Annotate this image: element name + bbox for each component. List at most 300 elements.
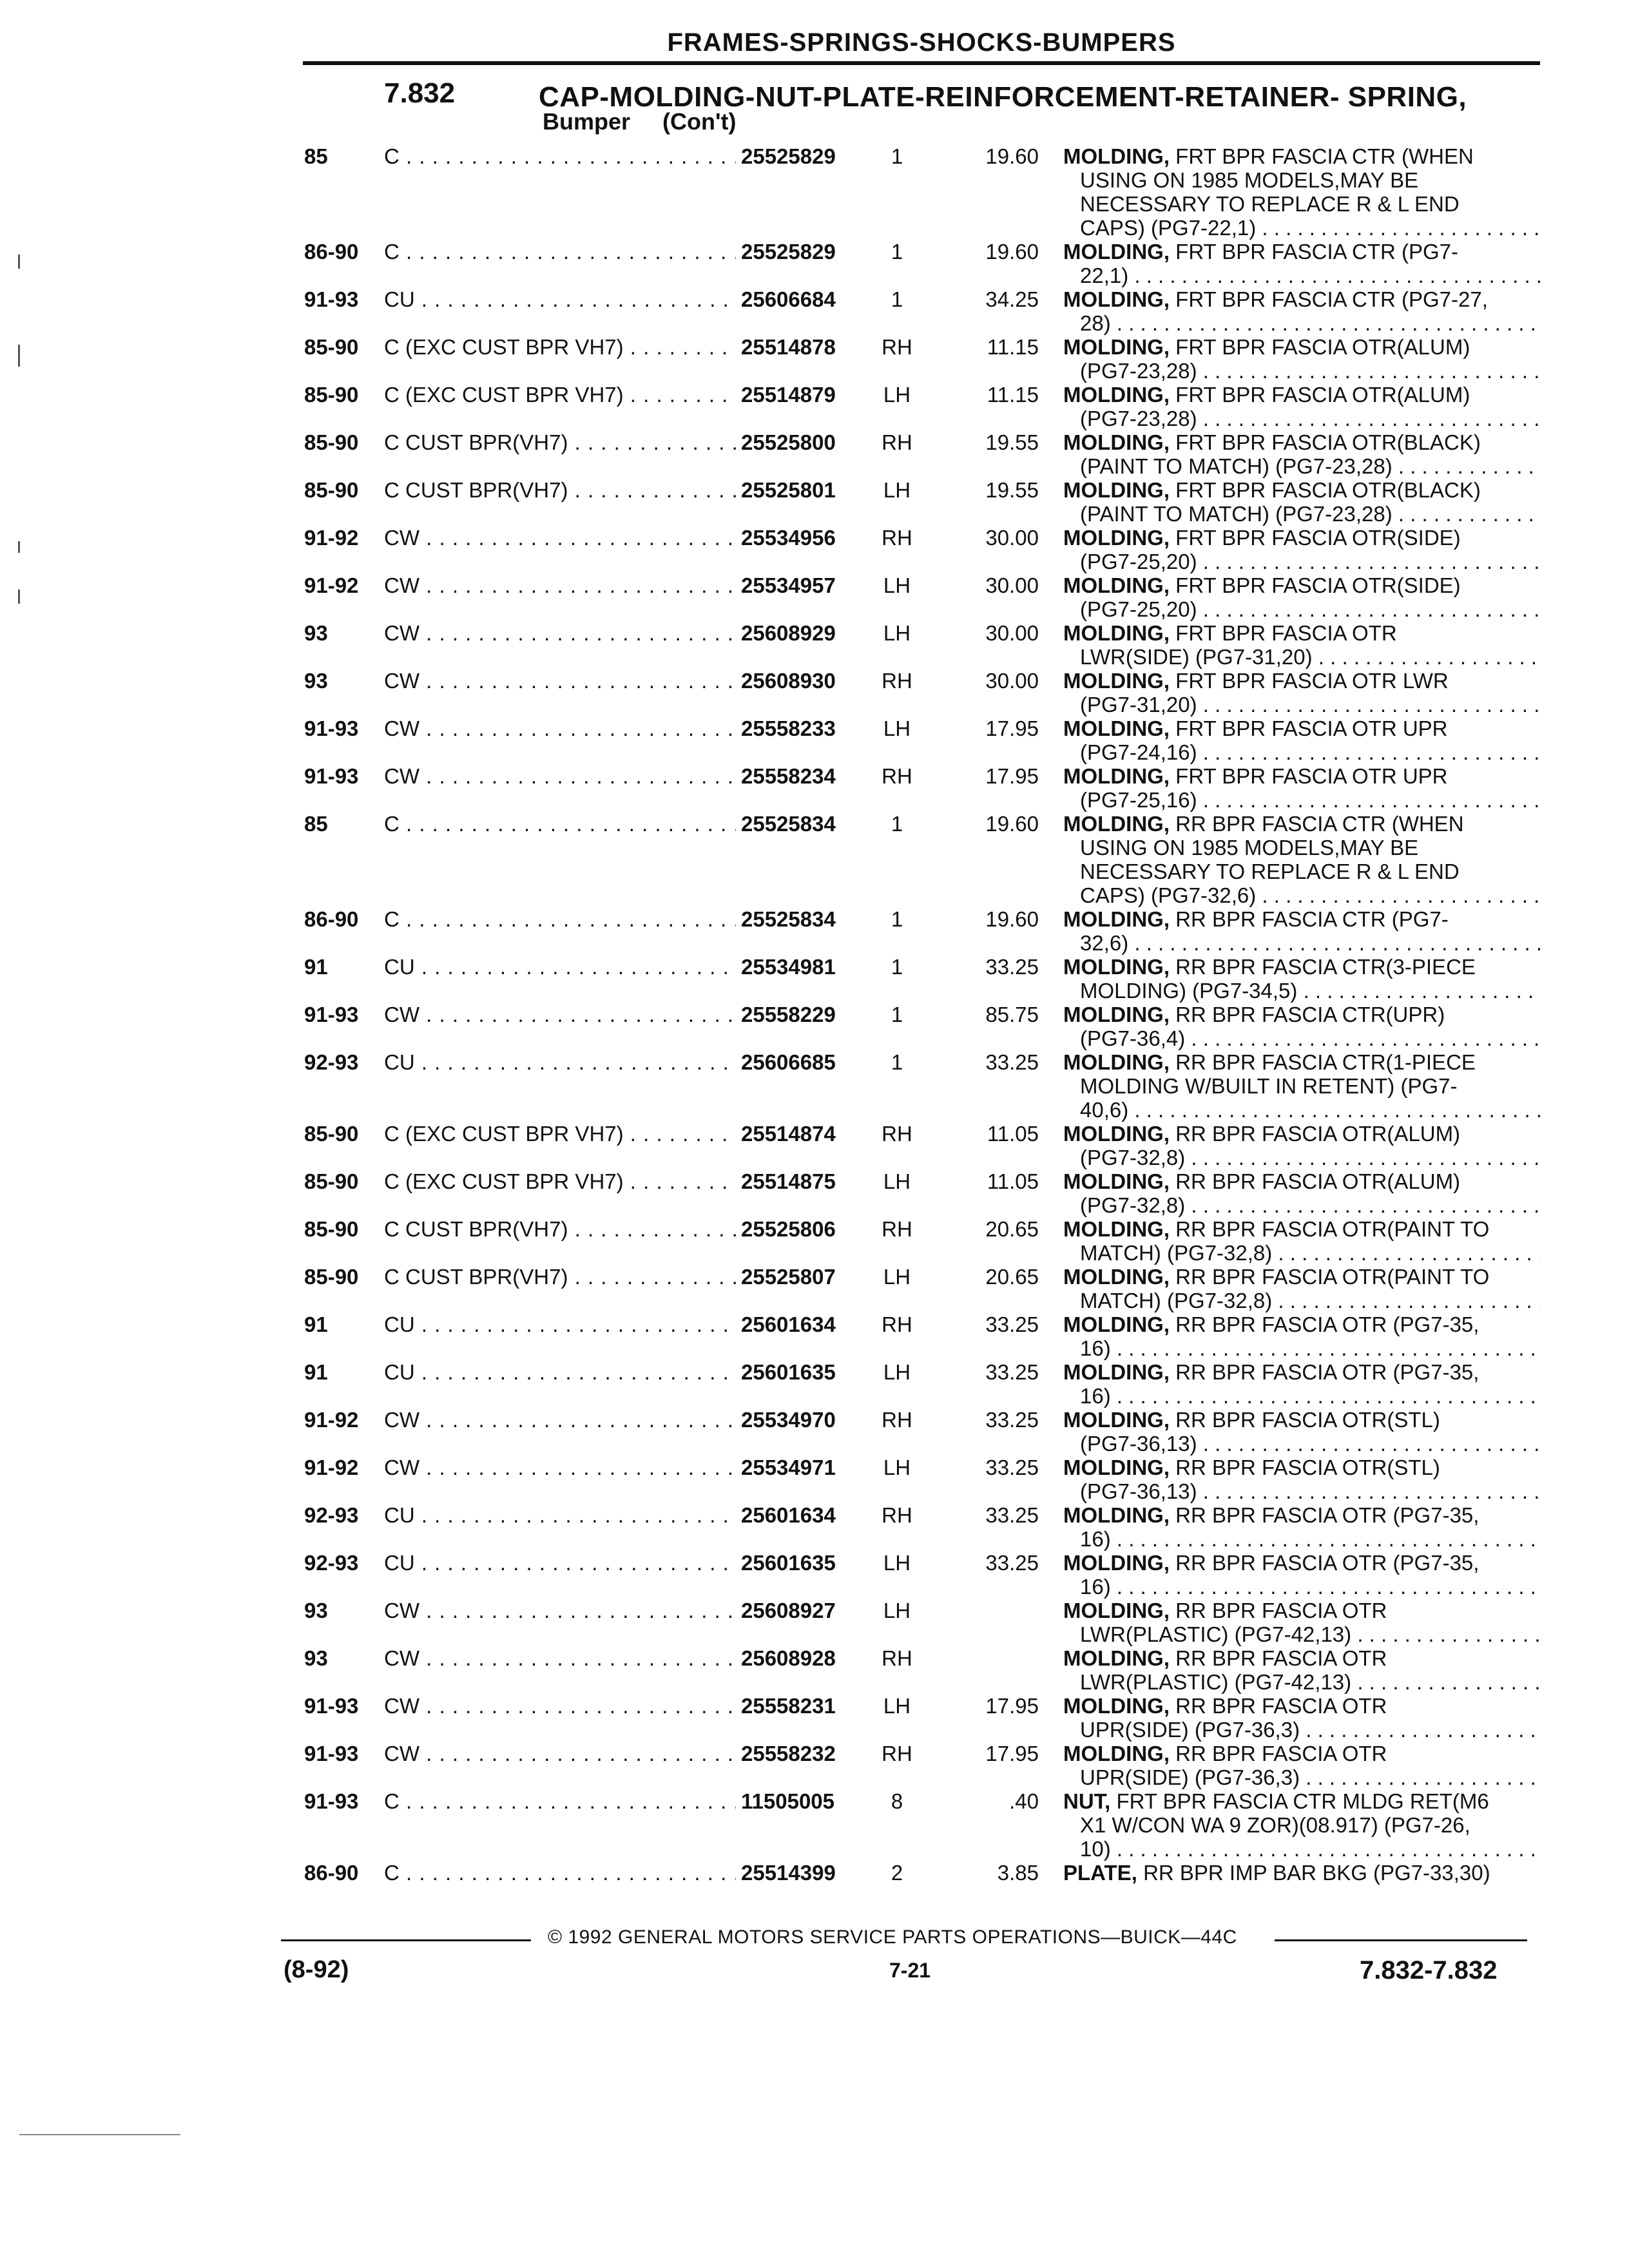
body-code: CW . . . [384, 1408, 736, 1432]
scan-mark [19, 2134, 180, 2135]
part-number: 25601635 [741, 1360, 836, 1384]
description-line [1063, 812, 1540, 836]
body-code: C (EXC CUST BPR VH7) . . . [384, 383, 736, 407]
quantity: LH [883, 478, 911, 502]
quantity: LH [883, 1169, 911, 1193]
scan-mark [18, 541, 20, 553]
model-years: 93 [304, 669, 328, 693]
model-years: 91 [304, 1312, 328, 1336]
description-keyword: MOLDING, [1063, 1217, 1170, 1241]
part-number: 25525829 [741, 144, 836, 168]
section-title: CAP-MOLDING-NUT-PLATE-REINFORCEMENT-RETAINER- SPRING, [539, 81, 1467, 113]
description-line [1063, 1003, 1540, 1026]
description-line [1063, 1646, 1540, 1670]
quantity: LH [883, 1694, 911, 1718]
price: 17.95 [985, 1694, 1039, 1718]
part-number: 25514399 [741, 1861, 836, 1885]
description-line [1063, 1813, 1540, 1837]
description-line [1063, 1241, 1540, 1265]
price: 33.25 [985, 1408, 1039, 1432]
body-code: CW . . . [384, 621, 736, 645]
price: 33.25 [985, 1551, 1039, 1575]
description-keyword: MOLDING, [1063, 1599, 1170, 1622]
part-number: 25525807 [741, 1265, 836, 1289]
description-line [1063, 1670, 1540, 1694]
part-description [1063, 335, 1540, 383]
quantity: RH [882, 430, 912, 454]
quantity: LH [883, 1360, 911, 1384]
body-code: CW . . . [384, 1599, 736, 1622]
model-years: 92-93 [304, 1503, 359, 1527]
quantity: 1 [891, 907, 903, 931]
model-years: 91-92 [304, 1408, 359, 1432]
quantity: LH [883, 1599, 911, 1622]
body-code: C . . . [384, 240, 736, 264]
description-line [1063, 1360, 1540, 1384]
description-text: RR BPR FASCIA OTR(STL) [1175, 1408, 1440, 1432]
description-line [1063, 860, 1540, 883]
description-line [1063, 1050, 1540, 1074]
description-line [1063, 1861, 1540, 1885]
description-text: 28) [1080, 311, 1111, 335]
quantity: LH [883, 383, 911, 407]
quantity: RH [882, 1646, 912, 1670]
description-line [1063, 1289, 1540, 1312]
description-text: (PG7-23,28) [1080, 359, 1197, 383]
description-text: FRT BPR FASCIA CTR (PG7-27, [1175, 287, 1488, 311]
body-code: CW . . . [384, 1003, 736, 1026]
description-line [1063, 216, 1540, 240]
model-years: 93 [304, 1599, 328, 1622]
quantity: LH [883, 1551, 911, 1575]
description-keyword: MOLDING, [1063, 1408, 1170, 1432]
quantity: LH [883, 1456, 911, 1479]
description-line [1063, 669, 1540, 693]
description-text: 22,1) [1080, 264, 1129, 287]
description-keyword: MOLDING, [1063, 1003, 1170, 1026]
description-keyword: MOLDING, [1063, 478, 1170, 502]
price: 33.25 [985, 1360, 1039, 1384]
description-text: (PG7-36,13) [1080, 1432, 1197, 1456]
body-code: C . . . [384, 1861, 736, 1885]
body-code: CW . . . [384, 1742, 736, 1765]
quantity: 1 [891, 812, 903, 836]
description-line [1063, 430, 1540, 454]
description-text: FRT BPR FASCIA OTR(BLACK) [1175, 478, 1481, 502]
model-years: 91-93 [304, 1694, 359, 1718]
description-line [1063, 1026, 1540, 1050]
part-number: 25558234 [741, 764, 836, 788]
description-keyword: MOLDING, [1063, 1503, 1170, 1527]
page-header-title: FRAMES-SPRINGS-SHOCKS-BUMPERS [667, 28, 1176, 57]
description-text: (PG7-24,16) [1080, 740, 1197, 764]
price: 11.15 [987, 335, 1039, 359]
description-line [1063, 1384, 1540, 1408]
part-number: 25601634 [741, 1503, 836, 1527]
price: 30.00 [985, 621, 1039, 645]
description-text: (PAINT TO MATCH) (PG7-23,28) [1080, 502, 1393, 526]
price: 30.00 [985, 526, 1039, 550]
description-line [1063, 1408, 1540, 1432]
part-description [1063, 1789, 1540, 1861]
model-years: 91-92 [304, 573, 359, 597]
description-text: UPR(SIDE) (PG7-36,3) [1080, 1718, 1300, 1742]
description-line [1063, 1432, 1540, 1456]
model-years: 91-93 [304, 764, 359, 788]
quantity: RH [882, 1122, 912, 1146]
part-number: 25601635 [741, 1551, 836, 1575]
model-years: 92-93 [304, 1551, 359, 1575]
price: 17.95 [985, 1742, 1039, 1765]
description-line [1063, 597, 1540, 621]
description-text: RR BPR FASCIA OTR(PAINT TO [1175, 1217, 1490, 1241]
price: 11.05 [987, 1122, 1039, 1146]
description-keyword: MOLDING, [1063, 955, 1170, 979]
description-keyword: MOLDING, [1063, 1050, 1170, 1074]
price: 19.60 [985, 144, 1039, 168]
footer-section-ref: 7.832-7.832 [1360, 1956, 1498, 1984]
quantity: RH [882, 1217, 912, 1241]
body-code: CW . . . [384, 1646, 736, 1670]
description-text: RR BPR FASCIA OTR (PG7-35, [1175, 1312, 1480, 1336]
scan-mark [18, 255, 20, 269]
part-number: 25606684 [741, 287, 836, 311]
description-text: RR BPR IMP BAR BKG (PG7-33,30) [1143, 1861, 1490, 1885]
description-line [1063, 478, 1540, 502]
description-text: RR BPR FASCIA CTR(3-PIECE [1175, 955, 1476, 979]
description-line [1063, 764, 1540, 788]
quantity: 1 [891, 144, 903, 168]
body-code: CU . . . [384, 1360, 736, 1384]
description-keyword: PLATE, [1063, 1861, 1137, 1885]
description-text: RR BPR FASCIA CTR (WHEN [1175, 812, 1464, 836]
description-line [1063, 287, 1540, 311]
footer-rule-right [1275, 1939, 1527, 1941]
part-number: 25514874 [741, 1122, 836, 1146]
description-text: (PAINT TO MATCH) (PG7-23,28) [1080, 454, 1393, 478]
model-years: 92-93 [304, 1050, 359, 1074]
description-line [1063, 168, 1540, 192]
body-code: C CUST BPR(VH7) . . . [384, 1265, 736, 1289]
part-number: 25525834 [741, 907, 836, 931]
model-years: 86-90 [304, 907, 359, 931]
footer-page-number: 7-21 [889, 1959, 931, 1982]
description-text: (PG7-36,13) [1080, 1479, 1197, 1503]
model-years: 91-93 [304, 287, 359, 311]
description-line [1063, 1837, 1540, 1861]
quantity: LH [883, 573, 911, 597]
quantity: 2 [891, 1861, 903, 1885]
description-text: LWR(SIDE) (PG7-31,20) [1080, 645, 1313, 669]
quantity: RH [882, 669, 912, 693]
body-code: C (EXC CUST BPR VH7) . . . [384, 1122, 736, 1146]
description-line [1063, 1265, 1540, 1289]
description-keyword: MOLDING, [1063, 1169, 1170, 1193]
part-number: 25608929 [741, 621, 836, 645]
body-code: C (EXC CUST BPR VH7) . . . [384, 1169, 736, 1193]
part-number: 25525800 [741, 430, 836, 454]
description-line [1063, 1527, 1540, 1551]
description-line [1063, 311, 1540, 335]
description-text: RR BPR FASCIA OTR [1175, 1742, 1387, 1765]
description-line [1063, 573, 1540, 597]
quantity: 1 [891, 955, 903, 979]
description-keyword: MOLDING, [1063, 573, 1170, 597]
price: 33.25 [985, 955, 1039, 979]
description-keyword: MOLDING, [1063, 240, 1170, 264]
part-description [1063, 1050, 1540, 1122]
description-keyword: MOLDING, [1063, 1694, 1170, 1718]
body-code: CW . . . [384, 526, 736, 550]
model-years: 85-90 [304, 1217, 359, 1241]
description-text: (PG7-36,4) [1080, 1026, 1186, 1050]
description-line [1063, 1217, 1540, 1241]
description-line [1063, 1193, 1540, 1217]
description-line [1063, 1479, 1540, 1503]
description-keyword: MOLDING, [1063, 335, 1170, 359]
price: 17.95 [985, 716, 1039, 740]
description-text: RR BPR FASCIA OTR(PAINT TO [1175, 1265, 1490, 1289]
description-text: 16) [1080, 1527, 1111, 1551]
model-years: 91-92 [304, 1456, 359, 1479]
footer-rule-left [281, 1939, 531, 1941]
body-code: CU . . . [384, 1503, 736, 1527]
model-years: 86-90 [304, 240, 359, 264]
quantity: RH [882, 526, 912, 550]
body-code: C CUST BPR(VH7) . . . [384, 1217, 736, 1241]
model-years: 85-90 [304, 430, 359, 454]
description-line [1063, 716, 1540, 740]
part-description [1063, 907, 1540, 955]
part-number: 25558229 [741, 1003, 836, 1026]
description-line [1063, 1169, 1540, 1193]
description-line [1063, 192, 1540, 216]
description-keyword: MOLDING, [1063, 1312, 1170, 1336]
description-line [1063, 955, 1540, 979]
description-line [1063, 693, 1540, 716]
description-keyword: MOLDING, [1063, 716, 1170, 740]
description-text: NECESSARY TO REPLACE R & L END [1080, 192, 1460, 216]
body-code: C (EXC CUST BPR VH7) . . . [384, 335, 736, 359]
quantity: LH [883, 621, 911, 645]
model-years: 85-90 [304, 335, 359, 359]
description-line [1063, 1575, 1540, 1599]
part-number: 25514875 [741, 1169, 836, 1193]
description-line [1063, 407, 1540, 430]
price: 20.65 [985, 1217, 1039, 1241]
description-line [1063, 264, 1540, 287]
description-line [1063, 1789, 1540, 1813]
description-text: MATCH) (PG7-32,8) [1080, 1289, 1273, 1312]
description-text: FRT BPR FASCIA CTR (PG7- [1175, 240, 1459, 264]
description-keyword: NUT, [1063, 1789, 1111, 1813]
description-line [1063, 454, 1540, 478]
footer-copyright: © 1992 GENERAL MOTORS SERVICE PARTS OPERATIONS—BUICK—44C [548, 1927, 1237, 1948]
quantity: RH [882, 1408, 912, 1432]
body-code: CW . . . [384, 573, 736, 597]
description-text: RR BPR FASCIA CTR(1-PIECE [1175, 1050, 1476, 1074]
description-text: MATCH) (PG7-32,8) [1080, 1241, 1273, 1265]
description-text: MOLDING) (PG7-34,5) [1080, 979, 1298, 1003]
description-text: 10) [1080, 1837, 1111, 1861]
price: .40 [1009, 1789, 1039, 1813]
description-text: (PG7-25,16) [1080, 788, 1197, 812]
description-text: FRT BPR FASCIA OTR(BLACK) [1175, 430, 1481, 454]
description-keyword: MOLDING, [1063, 1646, 1170, 1670]
description-text: 16) [1080, 1575, 1111, 1599]
body-code: C . . . [384, 144, 736, 168]
description-keyword: MOLDING, [1063, 1122, 1170, 1146]
part-description [1063, 240, 1540, 287]
part-number: 25514879 [741, 383, 836, 407]
body-code: C CUST BPR(VH7) . . . [384, 478, 736, 502]
part-description [1063, 1122, 1540, 1169]
part-description [1063, 1360, 1540, 1408]
price: 17.95 [985, 764, 1039, 788]
description-text: FRT BPR FASCIA OTR(ALUM) [1175, 383, 1470, 407]
description-text: FRT BPR FASCIA CTR MLDG RET(M6 [1116, 1789, 1489, 1813]
description-text: MOLDING W/BUILT IN RETENT) (PG7- [1080, 1074, 1458, 1098]
part-description [1063, 1312, 1540, 1360]
description-line [1063, 907, 1540, 931]
description-keyword: MOLDING, [1063, 1742, 1170, 1765]
description-text: RR BPR FASCIA OTR [1175, 1646, 1387, 1670]
description-text: 32,6) [1080, 931, 1129, 955]
description-text: 16) [1080, 1336, 1111, 1360]
quantity: LH [883, 1265, 911, 1289]
description-keyword: MOLDING, [1063, 812, 1170, 836]
price: 33.25 [985, 1503, 1039, 1527]
part-description [1063, 1503, 1540, 1551]
part-description [1063, 1456, 1540, 1503]
part-number: 25525829 [741, 240, 836, 264]
part-description [1063, 1599, 1540, 1646]
part-number: 25534956 [741, 526, 836, 550]
description-text: FRT BPR FASCIA OTR(SIDE) [1175, 573, 1461, 597]
description-keyword: MOLDING, [1063, 669, 1170, 693]
body-code: CW . . . [384, 764, 736, 788]
description-text: X1 W/CON WA 9 ZOR)(08.917) (PG7-26, [1080, 1813, 1470, 1837]
price: 20.65 [985, 1265, 1039, 1289]
description-line [1063, 645, 1540, 669]
price: 33.25 [985, 1312, 1039, 1336]
description-keyword: MOLDING, [1063, 287, 1170, 311]
part-description [1063, 1742, 1540, 1789]
description-line [1063, 1146, 1540, 1169]
description-text: RR BPR FASCIA OTR [1175, 1694, 1387, 1718]
description-text: (PG7-23,28) [1080, 407, 1197, 430]
part-number: 25514878 [741, 335, 836, 359]
model-years: 85-90 [304, 478, 359, 502]
description-text: RR BPR FASCIA OTR (PG7-35, [1175, 1503, 1480, 1527]
price: 30.00 [985, 573, 1039, 597]
quantity: 1 [891, 1003, 903, 1026]
body-code: CW . . . [384, 669, 736, 693]
body-code: CW . . . [384, 1694, 736, 1718]
description-text: RR BPR FASCIA OTR [1175, 1599, 1387, 1622]
description-keyword: MOLDING, [1063, 430, 1170, 454]
description-text: FRT BPR FASCIA CTR (WHEN [1175, 144, 1474, 168]
part-description [1063, 430, 1540, 478]
description-text: CAPS) (PG7-32,6) [1080, 883, 1257, 907]
description-text: USING ON 1985 MODELS,MAY BE [1080, 168, 1419, 192]
part-number: 25608930 [741, 669, 836, 693]
footer-date: (8-92) [284, 1956, 349, 1983]
price: 19.60 [985, 240, 1039, 264]
part-description [1063, 1408, 1540, 1456]
part-number: 25534970 [741, 1408, 836, 1432]
description-text: (PG7-32,8) [1080, 1146, 1186, 1169]
part-description [1063, 478, 1540, 526]
price: 85.75 [985, 1003, 1039, 1026]
part-number: 25558231 [741, 1694, 836, 1718]
quantity: 8 [891, 1789, 903, 1813]
quantity: 1 [891, 240, 903, 264]
description-text: UPR(SIDE) (PG7-36,3) [1080, 1765, 1300, 1789]
description-keyword: MOLDING, [1063, 764, 1170, 788]
description-line [1063, 1765, 1540, 1789]
description-text: RR BPR FASCIA CTR (PG7- [1175, 907, 1449, 931]
description-text: (PG7-25,20) [1080, 550, 1197, 573]
description-keyword: MOLDING, [1063, 907, 1170, 931]
quantity: RH [882, 335, 912, 359]
description-line [1063, 240, 1540, 264]
description-line [1063, 979, 1540, 1003]
part-description [1063, 764, 1540, 812]
model-years: 85-90 [304, 383, 359, 407]
model-years: 93 [304, 621, 328, 645]
part-number: 25525801 [741, 478, 836, 502]
part-description [1063, 669, 1540, 716]
price: 19.60 [985, 907, 1039, 931]
model-years: 91 [304, 955, 328, 979]
description-line [1063, 359, 1540, 383]
part-number: 25525834 [741, 812, 836, 836]
description-text: RR BPR FASCIA OTR(STL) [1175, 1456, 1440, 1479]
part-number: 25525806 [741, 1217, 836, 1241]
description-line [1063, 526, 1540, 550]
body-code: CU . . . [384, 287, 736, 311]
quantity: RH [882, 764, 912, 788]
model-years: 85 [304, 812, 328, 836]
model-years: 91-93 [304, 1789, 359, 1813]
description-text: FRT BPR FASCIA OTR UPR [1175, 764, 1448, 788]
part-description [1063, 812, 1540, 907]
description-line [1063, 1336, 1540, 1360]
description-line [1063, 1122, 1540, 1146]
part-description [1063, 144, 1540, 240]
part-description [1063, 1169, 1540, 1217]
body-code: C . . . [384, 1789, 736, 1813]
price: 33.25 [985, 1456, 1039, 1479]
description-text: 40,6) [1080, 1098, 1129, 1122]
price: 19.60 [985, 812, 1039, 836]
description-text: FRT BPR FASCIA OTR [1175, 621, 1397, 645]
description-line [1063, 550, 1540, 573]
price: 11.15 [987, 383, 1039, 407]
quantity: RH [882, 1312, 912, 1336]
description-line [1063, 1312, 1540, 1336]
part-number: 25608927 [741, 1599, 836, 1622]
description-line [1063, 1622, 1540, 1646]
quantity: RH [882, 1742, 912, 1765]
description-keyword: MOLDING, [1063, 526, 1170, 550]
price: 11.05 [987, 1169, 1039, 1193]
description-line [1063, 1742, 1540, 1765]
part-description [1063, 1003, 1540, 1050]
part-description [1063, 1217, 1540, 1265]
scan-mark [18, 345, 20, 367]
